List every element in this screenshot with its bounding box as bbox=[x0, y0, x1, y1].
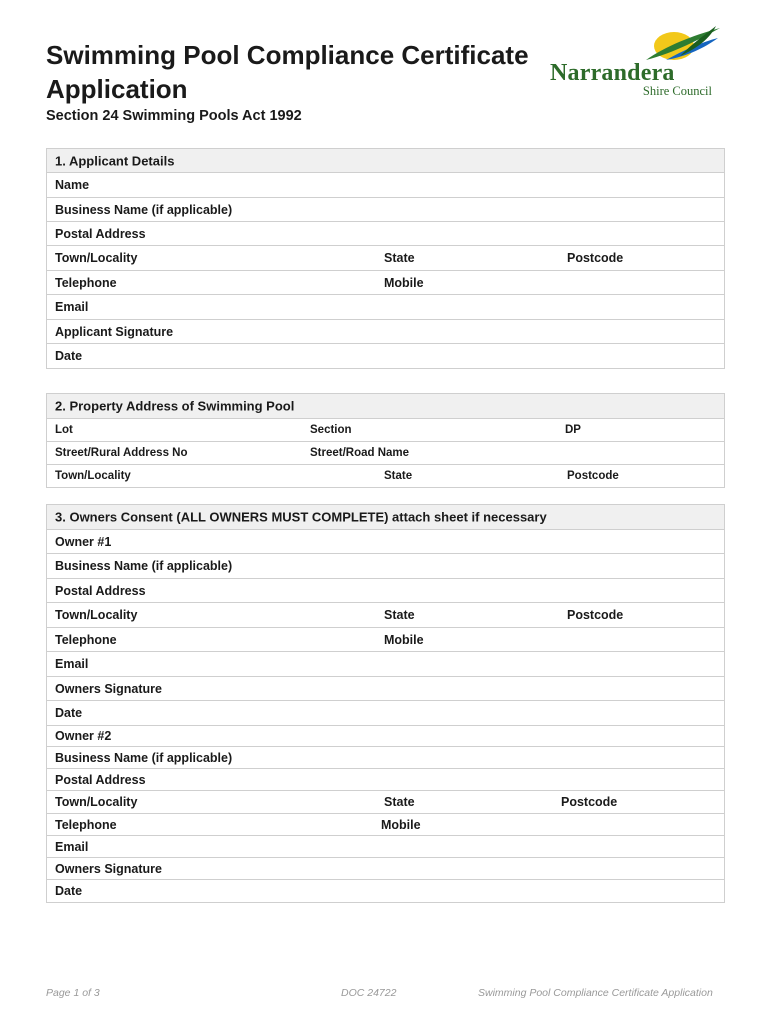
owner-1-phone-row[interactable]: Telephone Mobile bbox=[47, 628, 724, 652]
telephone-mobile-row[interactable]: Telephone Mobile bbox=[47, 271, 724, 295]
postal-address-field[interactable]: Postal Address bbox=[47, 222, 724, 246]
street-row[interactable]: Street/Rural Address No Street/Road Name bbox=[47, 442, 724, 465]
owner-1-business-field[interactable]: Business Name (if applicable) bbox=[47, 554, 724, 579]
applicant-signature-field[interactable]: Applicant Signature bbox=[47, 320, 724, 344]
owner-2-signature-field[interactable]: Owners Signature bbox=[47, 858, 724, 880]
owner-1-date-field[interactable]: Date bbox=[47, 701, 724, 726]
sun-leaf-icon bbox=[636, 26, 720, 62]
business-name-field[interactable]: Business Name (if applicable) bbox=[47, 198, 724, 222]
logo-name: Narrandera bbox=[550, 60, 675, 86]
date-field[interactable]: Date bbox=[47, 344, 724, 369]
email-field[interactable]: Email bbox=[47, 295, 724, 320]
owner-2-postal-field[interactable]: Postal Address bbox=[47, 769, 724, 791]
page-title: Swimming Pool Compliance Certificate Application bbox=[46, 40, 529, 104]
page-subtitle: Section 24 Swimming Pools Act 1992 bbox=[46, 108, 302, 124]
town-state-postcode-row[interactable]: Town/Locality State Postcode bbox=[47, 465, 724, 488]
owner-1-signature-field[interactable]: Owners Signature bbox=[47, 677, 724, 701]
name-field[interactable]: Name bbox=[47, 173, 724, 198]
town-state-postcode-row[interactable]: Town/Locality State Postcode bbox=[47, 246, 724, 271]
footer-doc-number: DOC 24722 bbox=[341, 987, 397, 999]
owner-2-business-field[interactable]: Business Name (if applicable) bbox=[47, 747, 724, 769]
owner-1-email-field[interactable]: Email bbox=[47, 652, 724, 677]
owner-2-town-row[interactable]: Town/Locality State Postcode bbox=[47, 791, 724, 814]
owner-1-town-row[interactable]: Town/Locality State Postcode bbox=[47, 603, 724, 628]
lot-section-dp-row[interactable]: Lot Section DP bbox=[47, 419, 724, 442]
footer-doc-name: Swimming Pool Compliance Certificate Application bbox=[478, 987, 713, 999]
section-heading: 1. Applicant Details bbox=[47, 149, 724, 173]
applicant-details-section bbox=[46, 148, 725, 369]
owner-2-phone-row[interactable]: Telephone Mobile bbox=[47, 814, 724, 836]
section-heading: 3. Owners Consent (ALL OWNERS MUST COMPLETE) attach sheet if necessary bbox=[47, 505, 724, 530]
owner-2-date-field[interactable]: Date bbox=[47, 880, 724, 903]
owner-1-postal-field[interactable]: Postal Address bbox=[47, 579, 724, 603]
owner-2-label: Owner #2 bbox=[47, 726, 724, 747]
section-heading: 2. Property Address of Swimming Pool bbox=[47, 394, 724, 419]
owner-2-email-field[interactable]: Email bbox=[47, 836, 724, 858]
property-address-section bbox=[46, 393, 725, 488]
council-logo bbox=[548, 26, 720, 102]
owner-1-label: Owner #1 bbox=[47, 530, 724, 554]
footer-page-number: Page 1 of 3 bbox=[46, 987, 100, 999]
owners-consent-section bbox=[46, 504, 725, 903]
logo-subtitle: Shire Council bbox=[642, 84, 712, 98]
